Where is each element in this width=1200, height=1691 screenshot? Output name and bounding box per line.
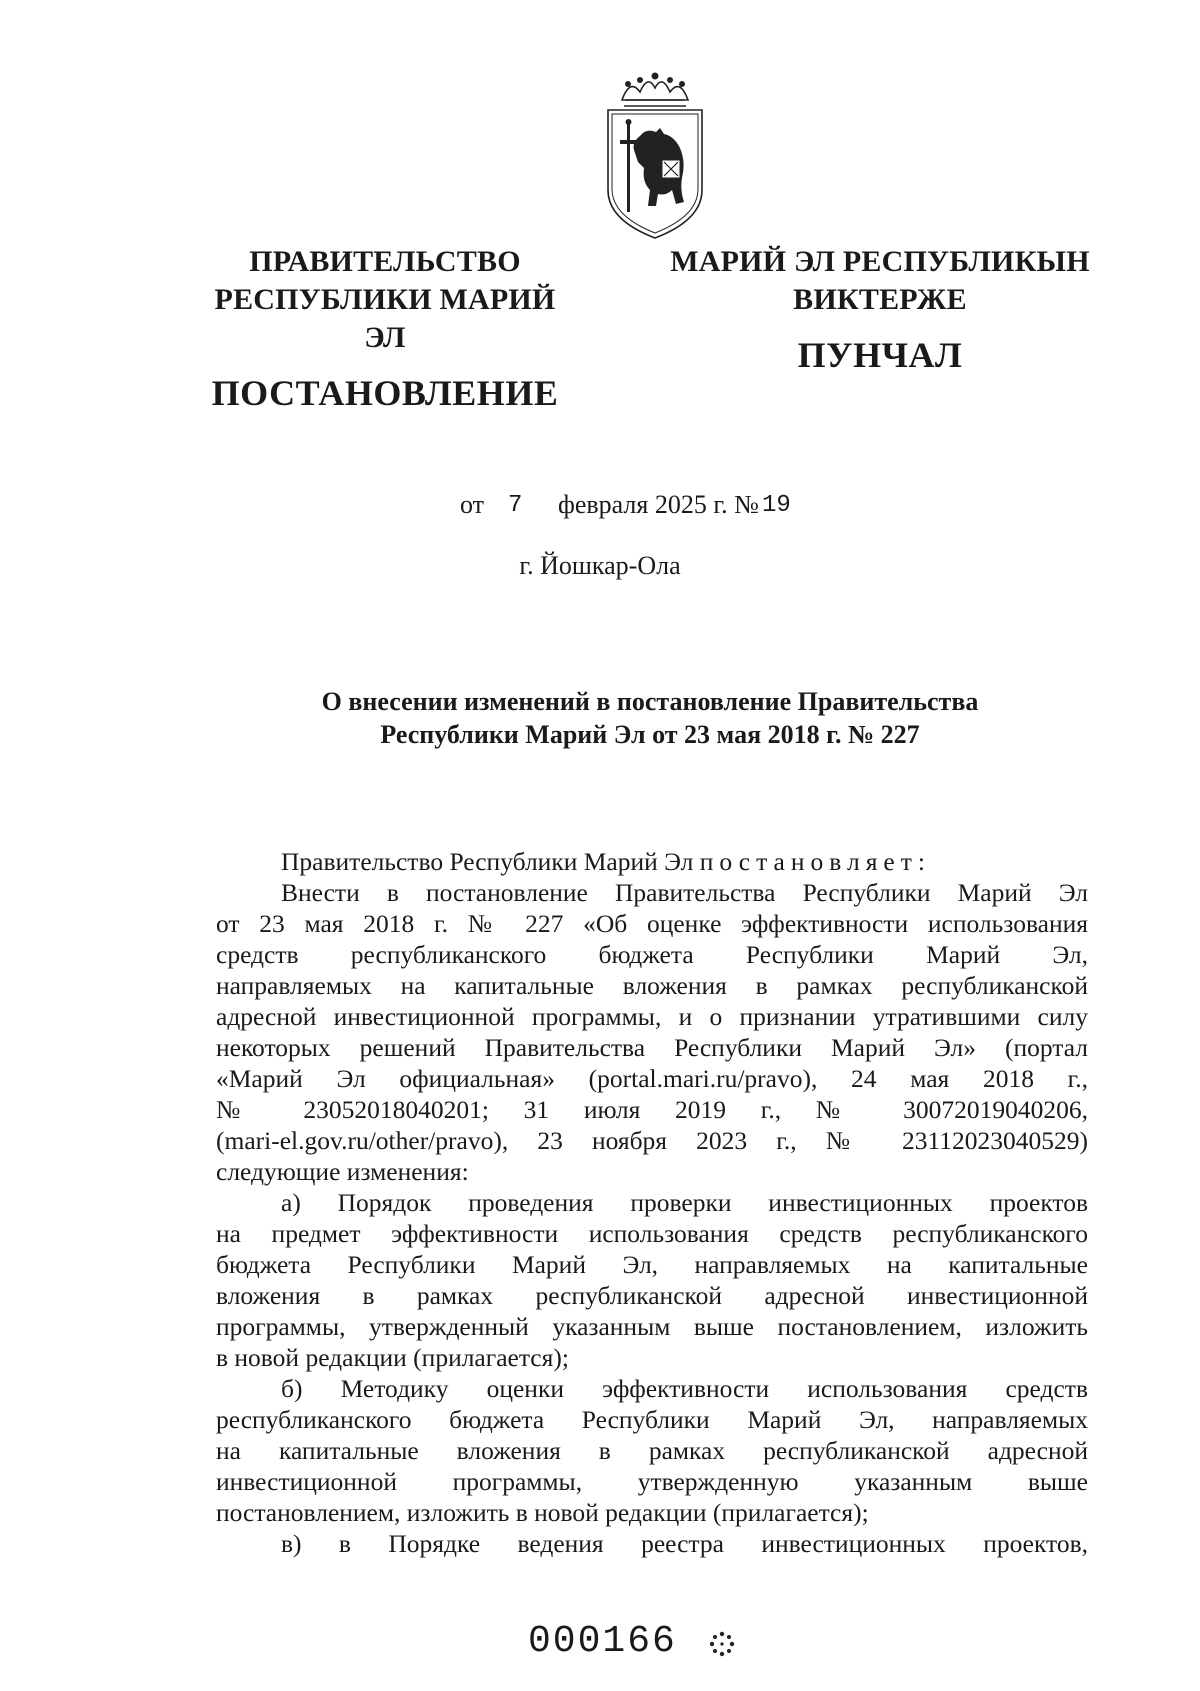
body-line: вложения в рамках республиканской адресной инвестиционной bbox=[216, 1281, 1088, 1310]
body-line: средств республиканского бюджета Республики Марий Эл, bbox=[216, 940, 1088, 969]
government-name-line1: ПРАВИТЕЛЬСТВО bbox=[249, 245, 521, 278]
body-line: в новой редакции (прилагается); bbox=[216, 1343, 569, 1372]
document-type-mari: ПУНЧАЛ bbox=[797, 335, 963, 375]
serial-number: 000166 bbox=[528, 1620, 677, 1663]
date-day: 7 bbox=[508, 492, 523, 519]
body-line: программы, утвержденный указанным выше постановлением, изложить bbox=[216, 1312, 1088, 1341]
header-left-block bbox=[205, 243, 565, 415]
intro-line bbox=[216, 846, 1088, 877]
body-line: бюджета Республики Марий Эл, направляемых на капитальные bbox=[216, 1250, 1088, 1279]
intro-spaced: постановляет: bbox=[699, 847, 931, 876]
date-prefix: от bbox=[460, 490, 485, 519]
intro-prefix: Правительство Республики Марий Эл bbox=[281, 847, 700, 876]
government-name-line2: РЕСПУБЛИКИ МАРИЙ ЭЛ bbox=[214, 283, 556, 354]
title-line1: О внесении изменений в постановление Правительства bbox=[321, 687, 979, 716]
government-name-mari-line2: ВИКТЕРЖЕ bbox=[793, 283, 967, 316]
date-month-year: февраля 2025 г. № bbox=[558, 490, 759, 519]
city: г. Йошкар-Ола bbox=[519, 551, 681, 580]
asterisk-mark-icon bbox=[708, 1630, 736, 1658]
body-line: некоторых решений Правительства Республики Марий Эл» (портал bbox=[216, 1033, 1088, 1062]
body-line: инвестиционной программы, утвержденную указанным выше bbox=[216, 1467, 1088, 1496]
document-title bbox=[200, 685, 1100, 751]
body-line: Внести в постановление Правительства Республики Марий Эл bbox=[281, 878, 1088, 907]
body-line: следующие изменения: bbox=[216, 1157, 469, 1186]
document-type-ru: ПОСТАНОВЛЕНИЕ bbox=[211, 373, 559, 413]
body-line: в) в Порядке ведения реестра инвестиционных проектов, bbox=[281, 1529, 1088, 1558]
document-number: 19 bbox=[762, 492, 791, 519]
body-line: постановлением, изложить в новой редакции (прилагается); bbox=[216, 1498, 869, 1527]
body-line: на предмет эффективности использования средств республиканского bbox=[216, 1219, 1088, 1248]
body-line: «Марий Эл официальная» (portal.mari.ru/pravo), 24 мая 2018 г., bbox=[216, 1064, 1088, 1093]
body-line: на капитальные вложения в рамках республиканской адресной bbox=[216, 1436, 1088, 1465]
title-line2: Республики Марий Эл от 23 мая 2018 г. № 227 bbox=[380, 720, 920, 749]
body-line: а) Порядок проведения проверки инвестиционных проектов bbox=[281, 1188, 1088, 1217]
document-body bbox=[216, 846, 1088, 1559]
header-right-block bbox=[670, 243, 1090, 377]
body-line: республиканского бюджета Республики Марий Эл, направляемых bbox=[216, 1405, 1088, 1434]
body-line: адресной инвестиционной программы, и о признании утратившими силу bbox=[216, 1002, 1088, 1031]
body-line: № 23052018040201; 31 июля 2019 г., № 30072019040206, bbox=[216, 1095, 1088, 1124]
body-line: направляемых на капитальные вложения в рамках республиканской bbox=[216, 971, 1088, 1000]
body-line: б) Методику оценки эффективности использования средств bbox=[281, 1374, 1088, 1403]
mari-el-coat-of-arms-icon bbox=[600, 70, 710, 242]
body-line: (mari-el.gov.ru/other/pravo), 23 ноября 2023 г., № 23112023040529) bbox=[216, 1126, 1088, 1155]
body-line: от 23 мая 2018 г. № 227 «Об оценке эффективности использования bbox=[216, 909, 1088, 938]
government-name-mari-line1: МАРИЙ ЭЛ РЕСПУБЛИКЫН bbox=[670, 245, 1090, 278]
